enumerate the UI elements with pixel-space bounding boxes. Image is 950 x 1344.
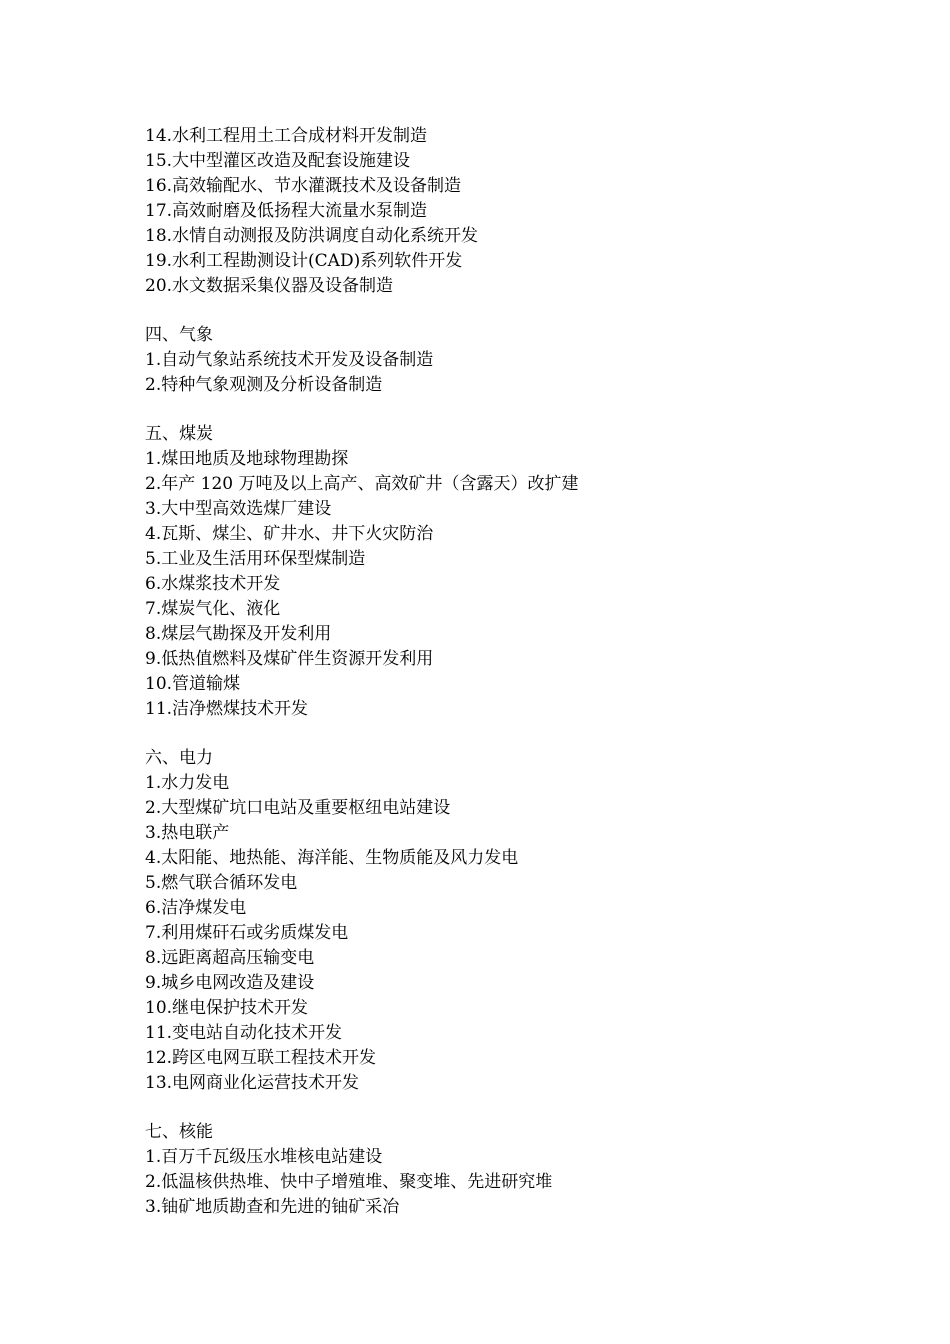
document-page xyxy=(145,124,905,1220)
list-item: 20.水文数据采集仪器及设备制造 xyxy=(145,276,394,296)
list-item: 11.变电站自动化技术开发 xyxy=(145,1023,343,1043)
list-item: 2.低温核供热堆、快中子增殖堆、聚变堆、先进研究堆 xyxy=(145,1172,553,1192)
list-item: 18.水情自动测报及防洪调度自动化系统开发 xyxy=(145,226,479,246)
list-item: 19.水利工程勘测设计(CAD)系列软件开发 xyxy=(145,251,463,271)
list-item: 4.太阳能、地热能、海洋能、生物质能及风力发电 xyxy=(145,848,519,868)
section-spacer xyxy=(145,398,905,422)
list-item: 9.低热值燃料及煤矿伴生资源开发利用 xyxy=(145,649,434,669)
list-item: 3.铀矿地质勘查和先进的铀矿采冶 xyxy=(145,1197,400,1217)
section-heading: 五、煤炭 xyxy=(145,424,213,444)
list-item: 3.大中型高效选煤厂建设 xyxy=(145,499,332,519)
section-spacer xyxy=(145,299,905,323)
list-item: 1.水力发电 xyxy=(145,773,230,793)
list-item: 8.远距离超高压输变电 xyxy=(145,948,315,968)
list-item: 9.城乡电网改造及建设 xyxy=(145,973,315,993)
list-item: 14.水利工程用土工合成材料开发制造 xyxy=(145,126,428,146)
list-item: 13.电网商业化运营技术开发 xyxy=(145,1073,360,1093)
list-item: 17.高效耐磨及低扬程大流量水泵制造 xyxy=(145,201,428,221)
list-item: 2.特种气象观测及分析设备制造 xyxy=(145,375,383,395)
list-item: 2.年产 120 万吨及以上高产、高效矿井（含露天）改扩建 xyxy=(145,474,579,494)
list-item: 1.自动气象站系统技术开发及设备制造 xyxy=(145,350,434,370)
list-item: 16.高效输配水、节水灌溉技术及设备制造 xyxy=(145,176,462,196)
list-item: 5.燃气联合循环发电 xyxy=(145,873,298,893)
list-item: 10.管道输煤 xyxy=(145,674,241,694)
list-item: 7.利用煤矸石或劣质煤发电 xyxy=(145,923,349,943)
list-item: 7.煤炭气化、液化 xyxy=(145,599,281,619)
list-item: 12.跨区电网互联工程技术开发 xyxy=(145,1048,377,1068)
list-item: 5.工业及生活用环保型煤制造 xyxy=(145,549,366,569)
list-item: 3.热电联产 xyxy=(145,823,230,843)
list-item: 2.大型煤矿坑口电站及重要枢纽电站建设 xyxy=(145,798,451,818)
list-item: 10.继电保护技术开发 xyxy=(145,998,309,1018)
section-heading: 六、电力 xyxy=(145,748,213,768)
section-spacer xyxy=(145,722,905,746)
list-item: 15.大中型灌区改造及配套设施建设 xyxy=(145,151,411,171)
list-item: 6.水煤浆技术开发 xyxy=(145,574,281,594)
section-heading: 七、核能 xyxy=(145,1122,213,1142)
section-heading: 四、气象 xyxy=(145,325,213,345)
list-item: 11.洁净燃煤技术开发 xyxy=(145,699,309,719)
list-item: 4.瓦斯、煤尘、矿井水、井下火灾防治 xyxy=(145,524,434,544)
list-item: 1.百万千瓦级压水堆核电站建设 xyxy=(145,1147,383,1167)
list-item: 1.煤田地质及地球物理勘探 xyxy=(145,449,349,469)
list-item: 6.洁净煤发电 xyxy=(145,898,247,918)
list-item: 8.煤层气勘探及开发利用 xyxy=(145,624,332,644)
section-spacer xyxy=(145,1096,905,1120)
